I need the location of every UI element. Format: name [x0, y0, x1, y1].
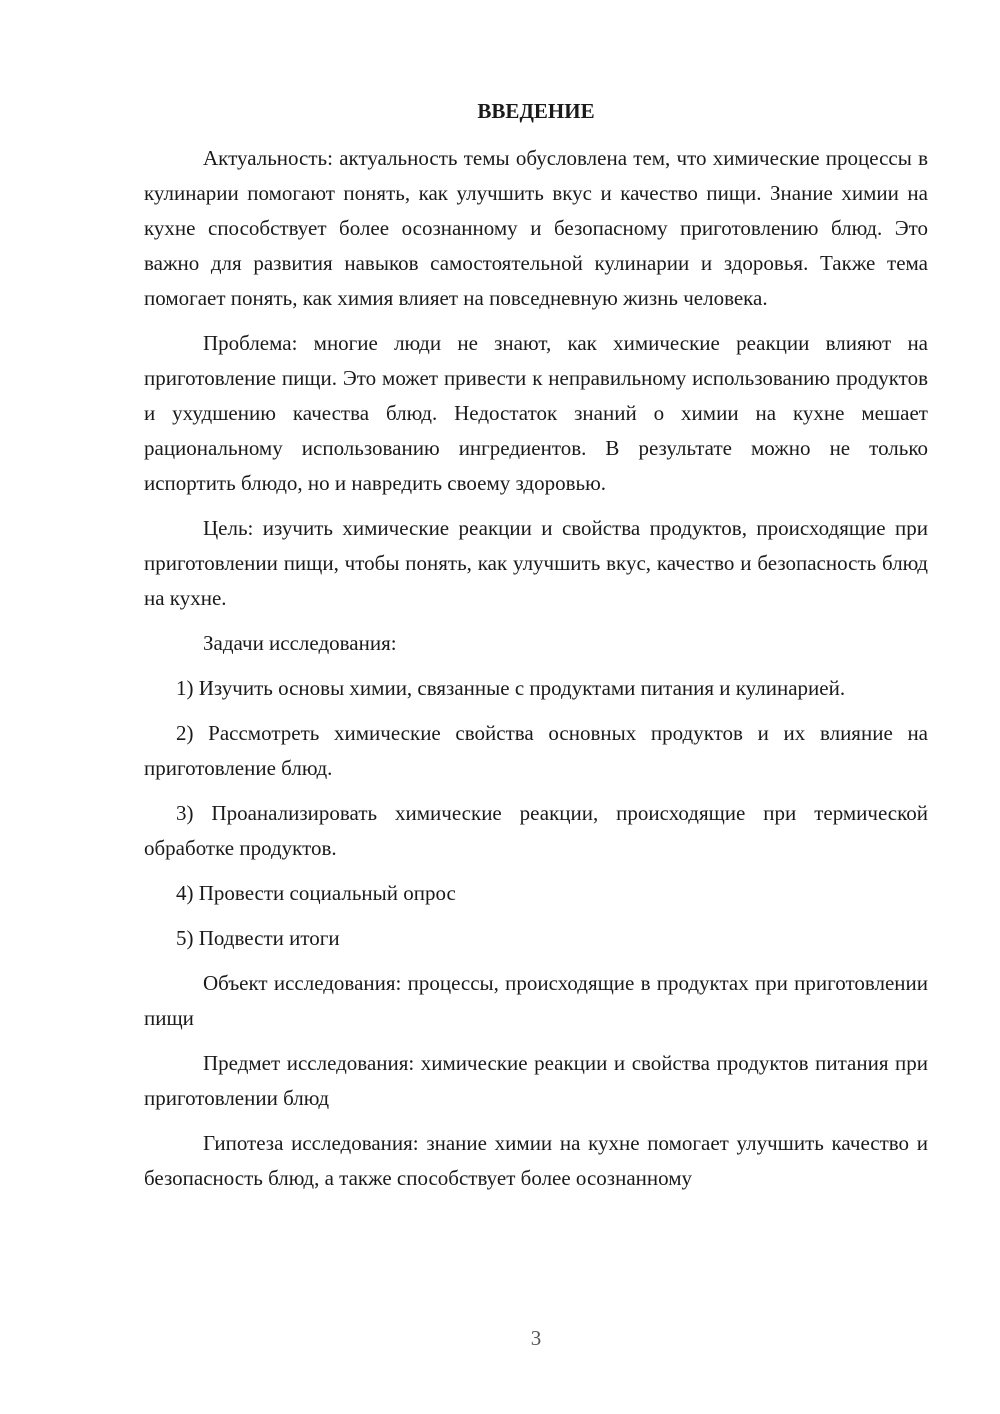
- task-item: 5) Подвести итоги: [176, 926, 340, 950]
- document-body: [144, 141, 928, 1206]
- page-title: ВВЕДЕНИЕ: [477, 99, 595, 123]
- paragraph-object: Объект исследования: процессы, происходящие в продуктах при приготовлении пищи: [144, 971, 928, 1030]
- paragraph-subject: Предмет исследования: химические реакции и свойства продуктов питания при приготовлении блюд: [144, 1051, 928, 1110]
- task-item: 1) Изучить основы химии, связанные с продуктами питания и кулинарией.: [176, 676, 846, 700]
- paragraph-relevance: Актуальность: актуальность темы обусловлена тем, что химические процессы в кулинарии помогают понять, как улучшить вкус и качество пищи. Знание химии на кухне способствует более осознанному и безопасному приготовлению блюд. Это важно для развития навыков самостоятельной кулинарии и здоровья. Также тема помогает понять, как химия влияет на повседневную жизнь человека.: [144, 146, 928, 310]
- paragraph-tasks-heading: Задачи исследования:: [203, 631, 397, 655]
- paragraph-problem: Проблема: многие люди не знают, как химические реакции влияют на приготовление пищи. Это может привести к неправильному использованию продуктов и ухудшению качества блюд. Недостаток знаний о химии на кухне мешает рациональному использованию ингредиентов. В результате можно не только испортить блюдо, но и навредить своему здоровью.: [144, 331, 928, 495]
- task-item: 3) Проанализировать химические реакции, происходящие при термической обработке продуктов.: [144, 801, 928, 860]
- task-item: 2) Рассмотреть химические свойства основных продуктов и их влияние на приготовление блюд.: [144, 721, 928, 780]
- task-item: 4) Провести социальный опрос: [176, 881, 456, 905]
- page-number: 3: [530, 1326, 542, 1350]
- paragraph-goal: Цель: изучить химические реакции и свойства продуктов, происходящие при приготовлении пищи, чтобы понять, как улучшить вкус, качество и безопасность блюд на кухне.: [144, 516, 928, 610]
- paragraph-hypothesis: Гипотеза исследования: знание химии на кухне помогает улучшить качество и безопасность блюд, а также способствует более осознанному: [144, 1131, 928, 1190]
